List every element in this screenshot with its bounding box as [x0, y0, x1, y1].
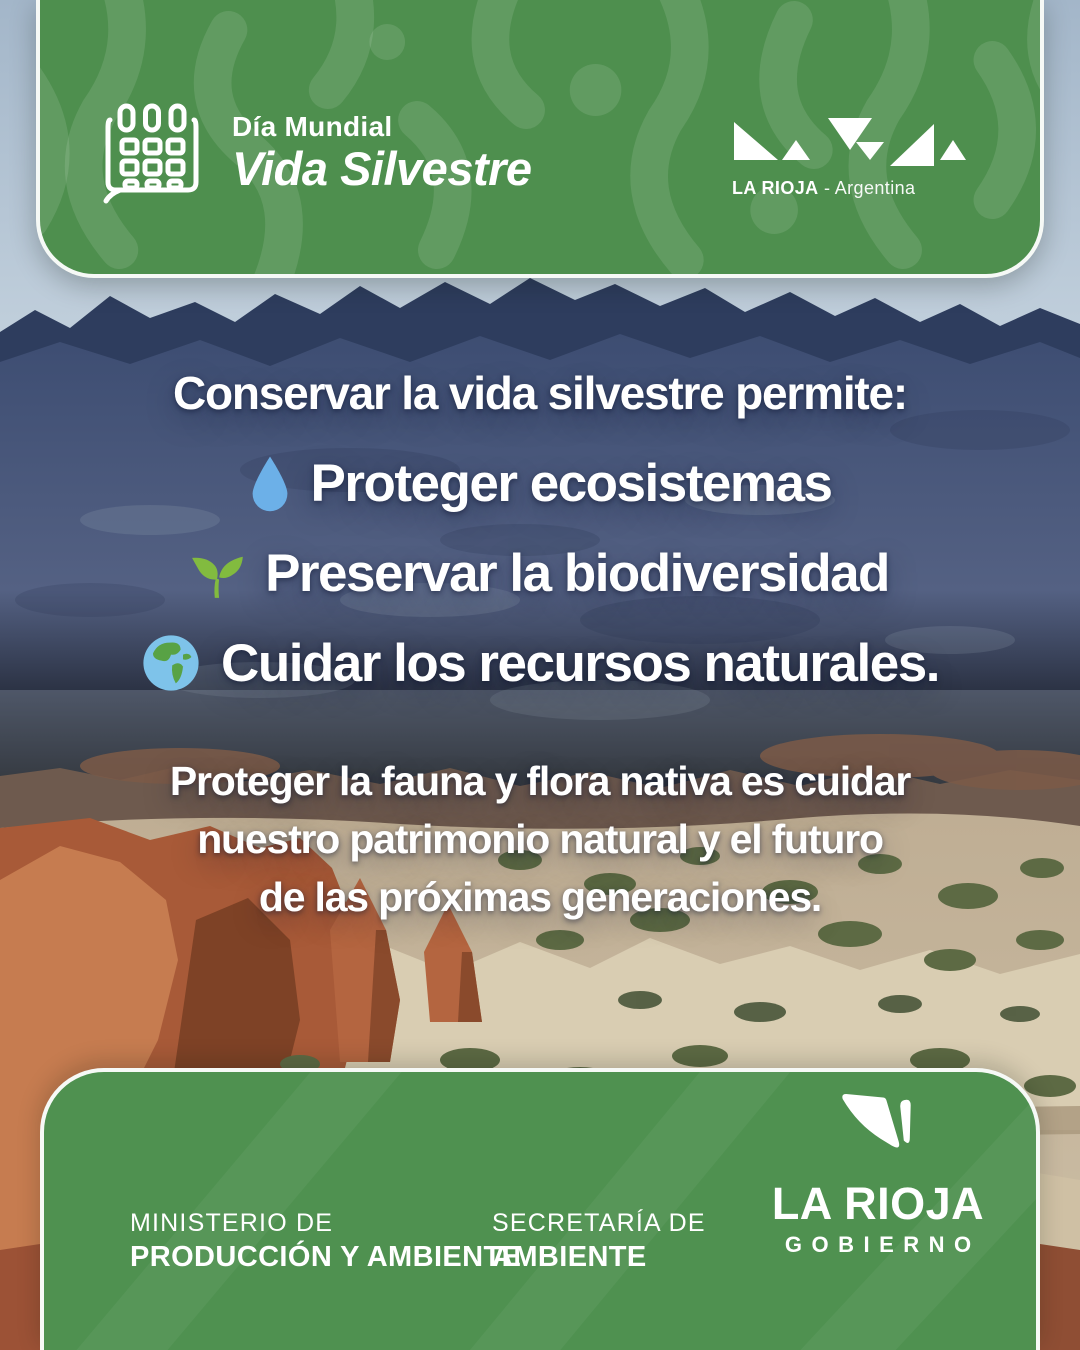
- secretary-line2: AMBIENTE: [492, 1241, 647, 1274]
- paragraph-line: de las próximas generaciones.: [258, 874, 822, 920]
- intro-line: Conservar la vida silvestre permite:: [172, 367, 908, 419]
- la-rioja-argentina-caption: [732, 178, 915, 199]
- gobierno-shield-icon: [835, 1088, 921, 1174]
- gov-logo-name: LA RIOJA: [771, 1178, 985, 1229]
- ministry-line2: PRODUCCIÓN Y AMBIENTE: [130, 1241, 522, 1274]
- event-block: [100, 102, 532, 206]
- benefit-text: Cuidar los recursos naturales.: [221, 633, 939, 693]
- logo-name: LA RIOJA: [732, 177, 819, 198]
- calendar-icon: [100, 102, 204, 206]
- logo-suffix: - Argentina: [823, 177, 916, 198]
- paragraph-line: Proteger la fauna y flora nativa es cuidar: [169, 758, 911, 804]
- secretary-block: [492, 1208, 706, 1276]
- la-rioja-argentina-logo: [732, 116, 984, 199]
- footer-banner: [40, 1068, 1040, 1350]
- secretary-line1: SECRETARÍA DE: [492, 1209, 706, 1237]
- benefit-text: Proteger ecosistemas: [310, 453, 832, 513]
- header-banner: [36, 0, 1044, 278]
- gov-logo-subtitle: GOBIERNO: [784, 1232, 981, 1257]
- la-rioja-gobierno-logo: [768, 1088, 988, 1258]
- event-title: Vida Silvestre: [232, 142, 532, 196]
- ministry-block: [130, 1208, 521, 1276]
- ministry-line1: MINISTERIO DE: [130, 1209, 334, 1237]
- la-rioja-triangles-logo-icon: [732, 116, 984, 174]
- paragraph-line: nuestro patrimonio natural y el futuro: [197, 816, 883, 862]
- event-label: Día Mundial: [232, 111, 393, 143]
- benefit-text: Preservar la biodiversidad: [265, 543, 889, 603]
